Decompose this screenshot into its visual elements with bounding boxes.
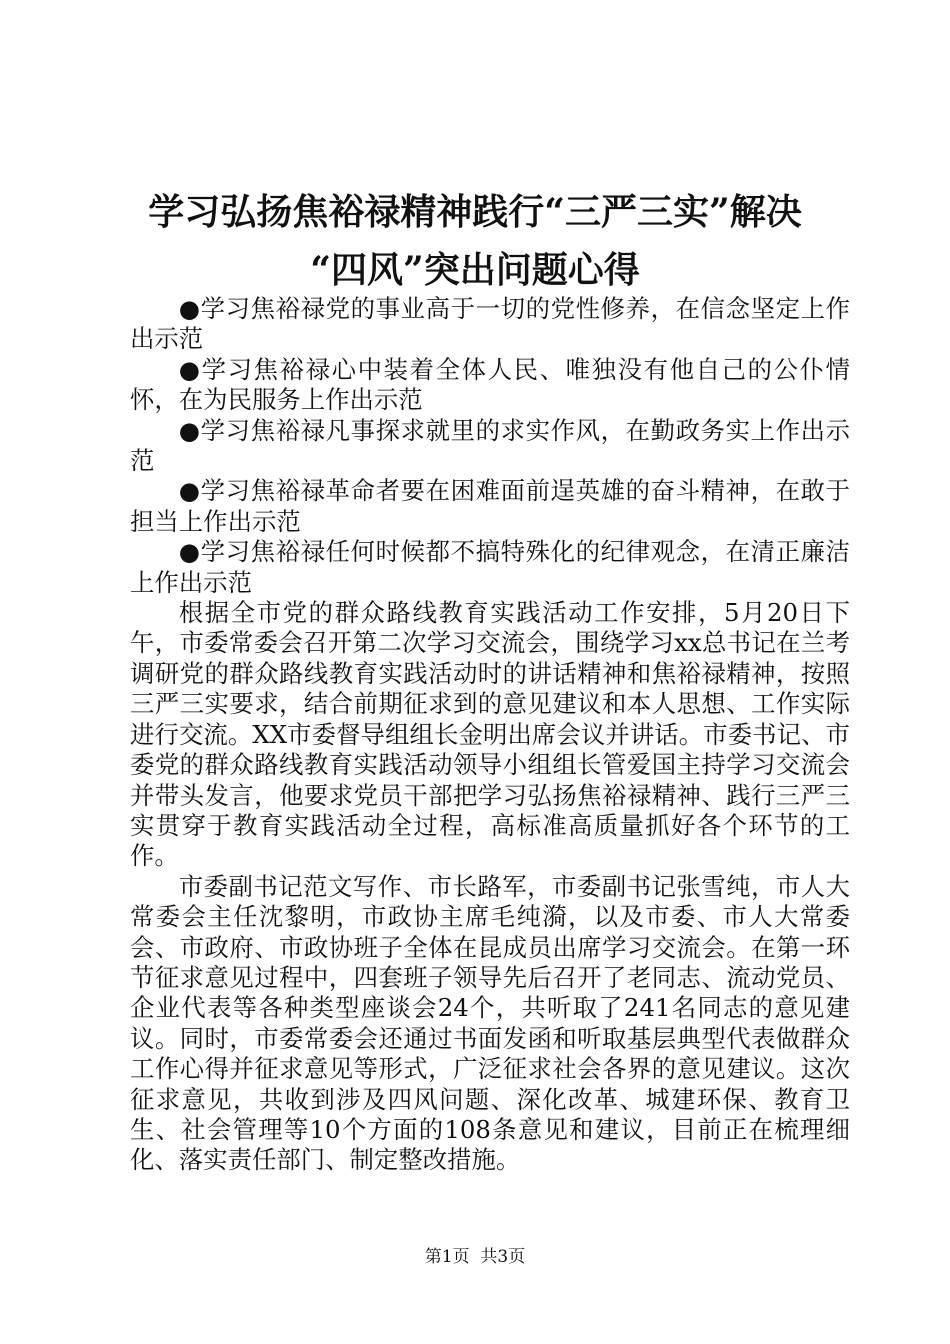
document-body (130, 294, 850, 1176)
body-paragraph: 市委副书记范文写作、市长路军，市委副书记张雪纯，市人大常委会主任沈黎明，市政协主席毛纯漪，以及市委、市人大常委会、市政府、市政协班子全体在昆成员出席学习交流会。在第一环节征求意见过程中，四套班子领导先后召开了老同志、流动党员、企业代表等各种类型座谈会24个，共听取了241名同志的意见建议。同时，市委常委会还通过书面发函和听取基层典型代表做群众工作心得并征求意见等形式，广泛征求社会各界的意见建议。这次征求意见，共收到涉及四风问题、深化改革、城建环保、教育卫生、社会管理等10个方面的108条意见和建议，目前正在梳理细化、落实责任部门、制定整改措施。 (130, 871, 850, 1175)
bullet-paragraph: ●学习焦裕禄党的事业高于一切的党性修养，在信念坚定上作出示范 (130, 294, 850, 354)
bullet-paragraph: ●学习焦裕禄任何时候都不搞特殊化的纪律观念，在清正廉洁上作出示范 (130, 537, 850, 597)
bullet-paragraph: ●学习焦裕禄凡事探求就里的求实作风，在勤政务实上作出示范 (130, 415, 850, 476)
document-title-line-2: “四风”突出问题心得 (310, 249, 640, 291)
page-total: 共3页 (480, 1247, 526, 1267)
body-paragraph: 根据全市党的群众路线教育实践活动工作安排，5月20日下午，市委常委会召开第二次学习交流会，围绕学习xx总书记在兰考调研党的群众路线教育实践活动时的讲话精神和焦裕禄精神，按照三严三实要求，结合前期征求到的意见建议和本人思想、工作实际进行交流。XX市委督导组组长金明出席会议并讲话。市委书记、市委党的群众路线教育实践活动领导小组组长管爱国主持学习交流会并带头发言，他要求党员干部把学习弘扬焦裕禄精神、践行三严三实贯穿于教育实践活动全过程，高标准高质量抓好各个环节的工作。 (130, 598, 850, 871)
bullet-paragraph: ●学习焦裕禄心中装着全体人民、唯独没有他自己的公仆情怀，在为民服务上作出示范 (130, 354, 850, 415)
page-number: 第1页 (424, 1247, 470, 1267)
bullet-paragraph: ●学习焦裕禄革命者要在困难面前逞英雄的奋斗精神，在敢于担当上作出示范 (130, 476, 850, 536)
page-footer (0, 1246, 950, 1268)
document-title-line-1: 学习弘扬焦裕禄精神践行“三严三实”解决 (148, 191, 802, 233)
